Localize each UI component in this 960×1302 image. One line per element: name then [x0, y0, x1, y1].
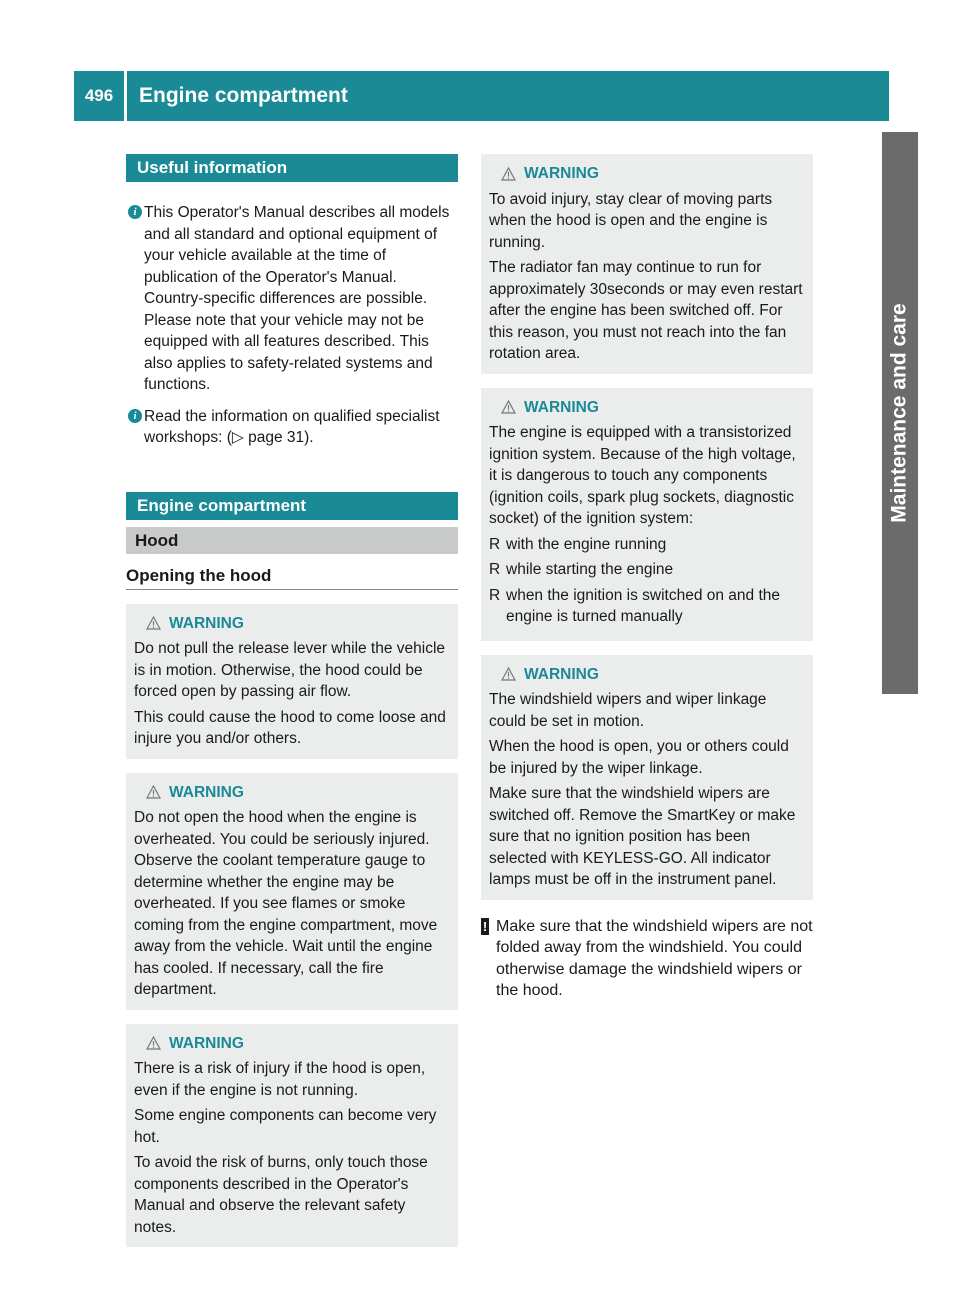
warning-text: The windshield wipers and wiper linkage could be set in motion.	[489, 691, 767, 730]
page-number: 496	[74, 71, 127, 121]
bullet-icon: R	[489, 561, 501, 578]
warning-title: WARNING	[501, 664, 805, 686]
warning-triangle-icon	[146, 616, 161, 630]
page-title: Engine compartment	[139, 84, 348, 107]
warning-text: Do not open the hood when the engine is overheated. You could be seriously injured. Observe the coolant temperature gauge to determine whether the engine may be overheated. If you see flames or smoke coming from the engine compartment, move away from the vehicle. Wait until the engine has cooled. If necessary, call the fire department.	[134, 809, 438, 998]
exclamation-icon: !	[482, 918, 488, 934]
warning-text: The engine is equipped with a transistorized ignition system. Because of the high voltage, it is dangerous to touch any components (ignition coils, spark plug sockets, diagnostic socket) of the ignition system:	[489, 424, 796, 527]
subsection-heading: Hood	[126, 527, 458, 554]
warning-triangle-icon	[501, 667, 516, 681]
warning-text: There is a risk of injury if the hood is open, even if the engine is not running.	[134, 1060, 426, 1099]
warning-text: When the hood is open, you or others could be injured by the wiper linkage.	[489, 738, 789, 777]
warning-triangle-icon	[501, 167, 516, 181]
chapter-tab	[882, 132, 918, 694]
warning-triangle-icon	[146, 785, 161, 799]
warning-text: Make sure that the windshield wipers are switched off. Remove the SmartKey or make sure that no ignition position has been selected with KEYLESS-GO. All indicator lamps must be off in the instrument panel.	[489, 785, 796, 888]
chapter-tab-label: Maintenance and care	[888, 303, 912, 523]
warning-triangle-icon	[146, 1036, 161, 1050]
list-item: R while starting the engine	[489, 559, 805, 581]
warning-box	[481, 388, 813, 641]
warning-box	[126, 604, 458, 759]
warning-title: WARNING	[501, 163, 805, 185]
caution-note	[481, 916, 813, 1002]
warning-triangle-icon	[501, 400, 516, 414]
info-icon: i	[128, 409, 142, 423]
warning-text: Do not pull the release lever while the vehicle is in motion. Otherwise, the hood could be forced open by passing air flow.	[134, 640, 446, 700]
info-icon: i	[128, 205, 142, 219]
info-note-text: This Operator's Manual describes all models and all standard and optional equipment of your vehicle available at the time of publication of the Operator's Manual. Country-specific differences are possible. Please note that your vehicle may not be equipped with all features described. This also applies to safety-related systems and functions.	[144, 204, 450, 393]
warning-title: WARNING	[146, 782, 450, 804]
warning-text: To avoid injury, stay clear of moving parts when the hood is open and the engine is running.	[489, 190, 773, 251]
warning-title: WARNING	[146, 613, 450, 635]
warning-text: The radiator fan may continue to run for approximately 30seconds or may even restart after the engine has been switched off. For this reason, you must not reach into the fan rotation area.	[489, 259, 803, 362]
warning-box	[126, 773, 458, 1010]
bullet-icon: R	[489, 586, 501, 604]
warning-title: WARNING	[501, 397, 805, 419]
warning-box	[481, 655, 813, 900]
info-note	[126, 406, 458, 449]
warning-box	[126, 1024, 458, 1248]
useful-info-heading: Useful information	[126, 154, 458, 182]
warning-text: This could cause the hood to come loose and injure you and/or others.	[134, 708, 446, 747]
info-note	[126, 202, 458, 396]
section-heading: Engine compartment	[126, 492, 458, 520]
warning-box	[481, 154, 813, 374]
page-header	[74, 71, 889, 121]
subsubsection-heading: Opening the hood	[126, 566, 458, 590]
list-item: R when the ignition is switched on and the engine is turned manually	[489, 585, 805, 628]
right-column	[481, 154, 813, 1002]
caution-text: Make sure that the windshield wipers are not folded away from the windshield. You could otherwise damage the windshield wipers or the hood.	[496, 917, 813, 999]
bullet-icon: R	[489, 535, 501, 553]
warning-title: WARNING	[146, 1033, 450, 1055]
warning-text: To avoid the risk of burns, only touch those components described in the Operator's Manual and observe the relevant safety notes.	[134, 1154, 428, 1236]
info-note-text: Read the information on qualified specialist workshops: (▷ page 31).	[144, 407, 440, 446]
left-column	[126, 154, 458, 1247]
warning-text: Some engine components can become very hot.	[134, 1107, 437, 1146]
list-item: R with the engine running	[489, 534, 805, 556]
